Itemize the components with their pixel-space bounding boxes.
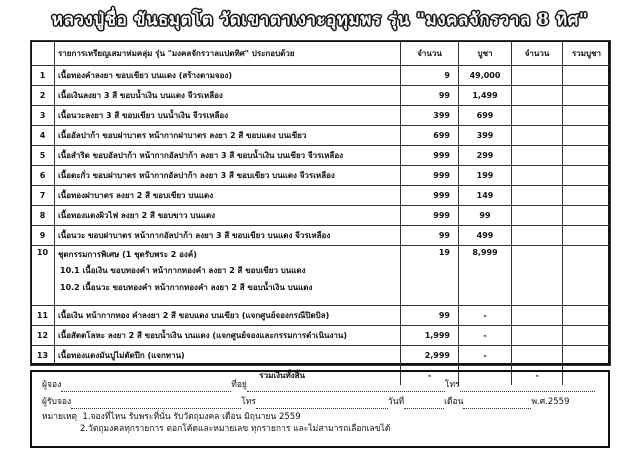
- day-field[interactable]: [404, 398, 444, 409]
- note-row-1: [42, 412, 301, 423]
- address-label: ที่อยู่: [231, 380, 247, 390]
- header-qty: จำนวน: [401, 41, 459, 66]
- row-no: 4: [31, 126, 55, 146]
- booker-row: [42, 378, 602, 392]
- row-order-qty-cell[interactable]: [512, 306, 563, 326]
- row-qty: 699: [401, 126, 459, 146]
- day-label: วันที่: [387, 397, 405, 407]
- table-row: [31, 206, 611, 226]
- row-item: เนื้อทองแดงมันปูไม่ตัดปีก (แจกทาน): [55, 346, 401, 366]
- row-no: 6: [31, 166, 55, 186]
- row-no: 7: [31, 186, 55, 206]
- header-no: [31, 41, 55, 66]
- row-no: 2: [31, 86, 55, 106]
- table-row: [31, 166, 611, 186]
- row-qty: 2,999: [401, 346, 459, 366]
- note-1: 1.จองที่ไหน รับพระที่นั่น รับวัตถุมงคล เดือน มิถุนายน 2559: [82, 412, 301, 422]
- row-total-cell[interactable]: [563, 326, 611, 346]
- row-total-cell[interactable]: [563, 346, 611, 366]
- row-price: 1,499: [459, 86, 512, 106]
- table-row: [31, 246, 611, 306]
- row-item: เนื้ออัลปาก้า ขอบฝาบาตร หน้ากากฝาบาตร ลงยา 2 สี ขอบแดง บนเขียว: [55, 126, 401, 146]
- row-qty: 999: [401, 146, 459, 166]
- row-price: -: [459, 346, 512, 366]
- row-price: 199: [459, 166, 512, 186]
- address-field[interactable]: [247, 381, 445, 392]
- row-qty: 999: [401, 206, 459, 226]
- phone-label: โทร: [444, 380, 460, 390]
- row-item: เนื้อตะกั่ว ขอบฝาบาตร หน้ากากอัลปาก้า ลงยา 3 สี ขอบเขียว บนแดง จีวรเหลือง: [55, 166, 401, 186]
- table-row: [31, 346, 611, 366]
- header-price: บูชา: [459, 41, 512, 66]
- row-price: 8,999: [459, 246, 512, 306]
- row-price: 99: [459, 206, 512, 226]
- receiver-label: ผู้รับจอง: [42, 397, 72, 407]
- note-row-2: [42, 424, 390, 435]
- table-header-row: [31, 41, 611, 66]
- phone2-label: โทร: [241, 397, 256, 407]
- row-order-qty-cell[interactable]: [512, 226, 563, 246]
- row-order-qty-cell[interactable]: [512, 86, 563, 106]
- row-order-qty-cell[interactable]: [512, 126, 563, 146]
- row-item: เนื้อสัตตโลหะ ลงยา 2 สี ขอบน้ำเงิน บนแดง (แจกศูนย์จองและกรรมการดำเนินงาน): [55, 326, 401, 346]
- row-total-cell[interactable]: [563, 146, 611, 166]
- table-row: [31, 126, 611, 146]
- year-label: พ.ศ.2559: [531, 397, 570, 407]
- row-qty: 999: [401, 166, 459, 186]
- row-price: 49,000: [459, 66, 512, 86]
- row-order-qty-cell[interactable]: [512, 66, 563, 86]
- row-no: 9: [31, 226, 55, 246]
- total-label: รวมเงินทั้งสิ้น: [259, 371, 305, 380]
- row-item: เนื้อทองแดงผิวไฟ ลงยา 2 สี ขอบขาว บนแดง: [55, 206, 401, 226]
- row-total-cell[interactable]: [563, 106, 611, 126]
- row-qty: 19: [401, 246, 459, 306]
- row-total-cell[interactable]: [563, 166, 611, 186]
- row-qty: 99: [401, 226, 459, 246]
- table-row: [31, 86, 611, 106]
- row-subitem: 10.2 เนื้อนวะ ขอบทองคำ หน้ากากทองคำ ลงยา 2 สี ขอบน้ำเงิน บนแดง: [60, 283, 313, 292]
- row-order-qty-cell[interactable]: [512, 326, 563, 346]
- table-row: [31, 106, 611, 126]
- row-no: 5: [31, 146, 55, 166]
- row-qty: 99: [401, 306, 459, 326]
- row-qty: 999: [401, 186, 459, 206]
- row-qty: 399: [401, 106, 459, 126]
- row-total-cell[interactable]: [563, 66, 611, 86]
- note-label: หมายเหตุ: [42, 412, 77, 422]
- row-no: 8: [31, 206, 55, 226]
- row-total-cell[interactable]: [563, 126, 611, 146]
- row-order-qty-cell[interactable]: [512, 186, 563, 206]
- row-no: 11: [31, 306, 55, 326]
- row-price: 499: [459, 226, 512, 246]
- row-no: 10: [31, 246, 55, 306]
- row-item: เนื้อสำริด ขอบอัลปาก้า หน้ากากอัลปาก้า ลงยา 3 สี ขอบน้ำเงิน บนเขียว จีวรเหลือง: [55, 146, 401, 166]
- row-no: 12: [31, 326, 55, 346]
- row-total-cell[interactable]: [563, 186, 611, 206]
- table-row: [31, 226, 611, 246]
- total-order: -: [512, 366, 563, 386]
- row-item: ชุดกรรมการพิเศษ (1 ชุดรับพระ 2 องค์): [58, 250, 197, 259]
- phone-field[interactable]: [460, 381, 595, 392]
- booker-field[interactable]: [61, 381, 231, 392]
- row-order-qty-cell[interactable]: [512, 166, 563, 186]
- receiver-row: [42, 395, 602, 409]
- row-price: 399: [459, 126, 512, 146]
- row-price: 299: [459, 146, 512, 166]
- row-item: เนื้อทองฝาบาตร ลงยา 2 สี ขอบเขียว บนแดง: [55, 186, 401, 206]
- table-row: [31, 146, 611, 166]
- row-item: เนื้อเงินลงยา 3 สี ขอบน้ำเงิน บนแดง จีวรเหลือง: [55, 86, 401, 106]
- receiver-field[interactable]: [71, 398, 241, 409]
- row-total-cell[interactable]: [563, 306, 611, 326]
- row-qty: 99: [401, 86, 459, 106]
- row-no: 13: [31, 346, 55, 366]
- row-qty: 1,999: [401, 326, 459, 346]
- row-order-qty-cell[interactable]: [512, 246, 563, 306]
- row-subitem: 10.1 เนื้อเงิน ขอบทองคำ หน้ากากทองคำ ลงยา 2 สี ขอบเขียว บนแดง: [60, 266, 306, 275]
- header-total: รวมบูชา: [563, 41, 611, 66]
- table-row: [31, 306, 611, 326]
- row-no: 3: [31, 106, 55, 126]
- row-no: 1: [31, 66, 55, 86]
- note-2: 2.วัตถุมงคลทุกรายการ ตอกโค้ดและหมายเลข ทุกรายการ และไม่สามารถเลือกเลขได้: [80, 424, 391, 434]
- row-order-qty-cell[interactable]: [512, 106, 563, 126]
- row-item: เนื้อทองคำลงยา ขอบเขียว บนแดง (สร้างตามจอง): [55, 66, 401, 86]
- row-order-qty-cell[interactable]: [512, 346, 563, 366]
- table-row: [31, 186, 611, 206]
- row-price: 149: [459, 186, 512, 206]
- row-price: -: [459, 326, 512, 346]
- table-row: [31, 326, 611, 346]
- header-item: รายการเหรียญเสมาห่มคลุ่ม รุ่น "มงคลจักรวาลแปดทิศ" ประกอบด้วย: [55, 41, 401, 66]
- table-row: [31, 66, 611, 86]
- order-table: [30, 40, 611, 385]
- row-price: 699: [459, 106, 512, 126]
- row-total-cell[interactable]: [563, 246, 611, 306]
- phone2-field[interactable]: [256, 398, 388, 409]
- booking-form: [30, 370, 610, 448]
- total-qty: -: [401, 366, 459, 386]
- row-total-cell[interactable]: [563, 226, 611, 246]
- row-item: เนื้อนวะ ขอบฝาบาตร หน้ากากอัลปาก้า ลงยา 3 สี ขอบเขียว บนแดง จีวรเหลือง: [55, 226, 401, 246]
- page-title: หลวงปู่ชื่อ ขันธมุตโต วัดเขาตาเงาะอุทุมพร รุ่น "มงคลจักรวาล 8 ทิศ": [51, 10, 589, 30]
- row-order-qty-cell[interactable]: [512, 146, 563, 166]
- row-item: เนื้อเงิน หน้ากากทอง คำลงยา 2 สี ขอบแดง บนเขียว (แจกศูนย์จองกรณีปิดบิล): [55, 306, 401, 326]
- row-item-group: [55, 246, 401, 306]
- row-qty: 9: [401, 66, 459, 86]
- row-order-qty-cell[interactable]: [512, 206, 563, 226]
- row-total-cell[interactable]: [563, 86, 611, 106]
- booker-label: ผู้จอง: [42, 380, 62, 390]
- row-price: -: [459, 306, 512, 326]
- month-field[interactable]: [463, 398, 531, 409]
- row-total-cell[interactable]: [563, 206, 611, 226]
- row-item: เนื้อนวะลงยา 3 สี ขอบเขียว บนน้ำเงิน จีวรเหลือง: [55, 106, 401, 126]
- month-label: เดือน: [444, 397, 464, 407]
- header-order-qty: จำนวน: [512, 41, 563, 66]
